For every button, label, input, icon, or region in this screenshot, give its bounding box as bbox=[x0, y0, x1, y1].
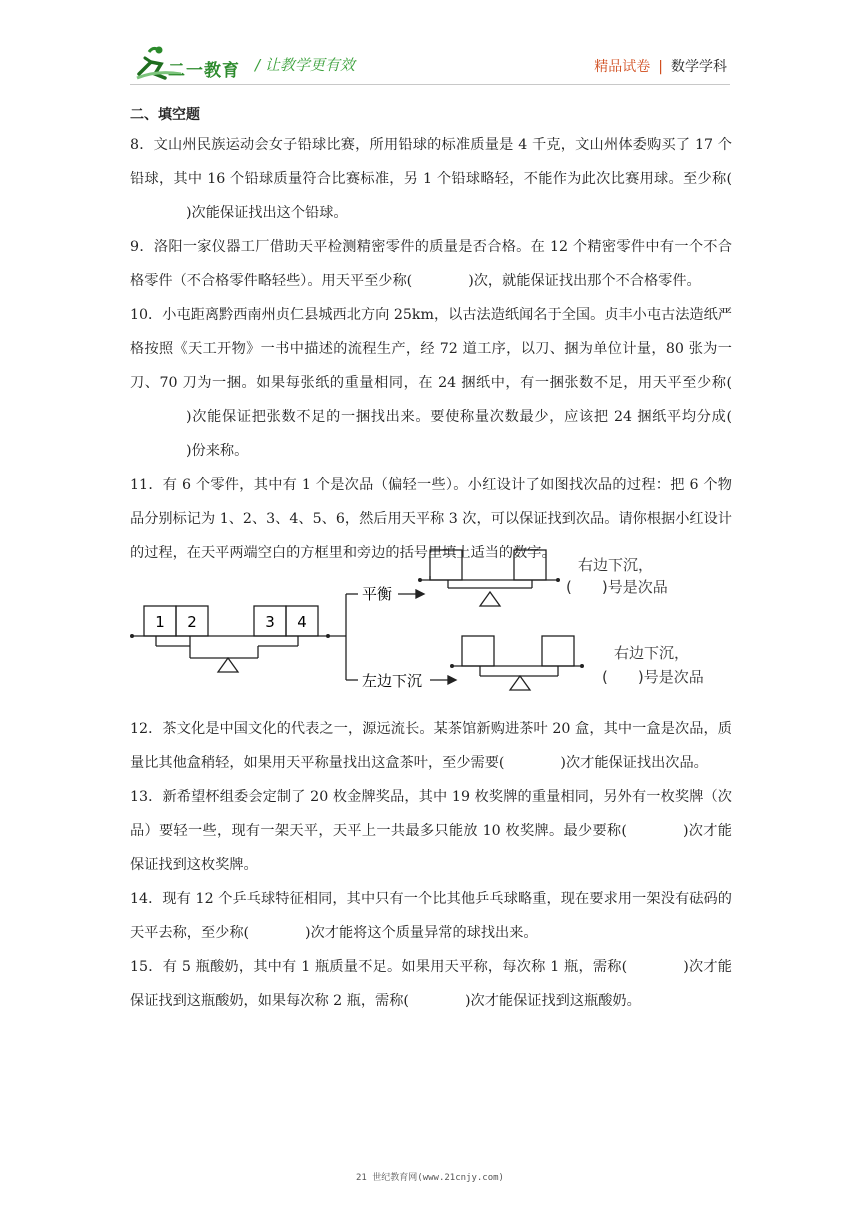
question-15 bbox=[130, 950, 732, 1018]
q10-text-b: )次能保证把张数不足的一捆找出来。要使称量次数最少，应该把 24 捆纸平均分成( bbox=[186, 409, 732, 425]
bottom-balance bbox=[452, 636, 582, 690]
bottom-result-line2: ( )号是次品 bbox=[602, 668, 704, 686]
box-4-label: 4 bbox=[297, 613, 307, 631]
q9-text-a: 9．洛阳一家仪器工厂借助天平检测精密零件的质量是否合格。在 12 个精密零件中有一个不合格零件（不合格零件略轻些）。用天平至少称( bbox=[130, 239, 732, 289]
question-9 bbox=[130, 230, 732, 298]
page-footer: 21 世纪教育网(www.21cnjy.com) bbox=[356, 1173, 504, 1183]
page-header bbox=[0, 0, 860, 90]
bottom-left-box[interactable] bbox=[462, 636, 494, 666]
q15-text-a: 15．有 5 瓶酸奶，其中有 1 瓶质量不足。如果用天平称，每次称 1 瓶，需称( bbox=[130, 959, 628, 975]
bottom-result-line1: 右边下沉， bbox=[614, 644, 690, 662]
section-title: 二、填空题 bbox=[130, 107, 200, 123]
q10-text-a: 10．小屯距离黔西南州贞仁县城西北方向 25km，以古法造纸闻名于全国。贞丰小屯古法造纸严格按照《天工开物》一书中描述的流程生产，经 72 道工序，以刀、捆为单位计量，80 张为一刀、70 刀为一捆。如果每张纸的重量相同，在 24 捆纸中，有一捆张数不足，用天平至少称( bbox=[130, 307, 732, 391]
branch-lines bbox=[328, 590, 456, 684]
question-13 bbox=[130, 780, 732, 882]
q14-text-b: )次才能将这个质量异常的球找出来。 bbox=[305, 925, 538, 941]
box-3-label: 3 bbox=[265, 613, 275, 631]
q15-text-b: )次才能保证找到这瓶酸奶，如果每次称 2 瓶，需称( bbox=[130, 959, 732, 1009]
bottom-right-box[interactable] bbox=[542, 636, 574, 666]
question-12 bbox=[130, 712, 732, 780]
q8-text-b: )次能保证找出这个铅球。 bbox=[186, 205, 348, 221]
header-divider bbox=[130, 84, 730, 85]
question-8 bbox=[130, 128, 732, 230]
q8-text-a: 8．文山州民族运动会女子铅球比赛，所用铅球的标准质量是 4 千克，文山州体委购买了 17 个铅球，其中 16 个铅球质量符合比赛标准，另 1 个铅球略轻，不能作为此次比赛用球。至少称( bbox=[130, 137, 732, 187]
brand-name: 二一教育 bbox=[168, 61, 240, 81]
tag-exam: 精品试卷 bbox=[594, 59, 651, 75]
q13-text-b: )次才能保证找到这枚奖牌。 bbox=[130, 823, 732, 873]
q10-text-c: )份来称。 bbox=[186, 443, 249, 459]
q12-text-b: )次才能保证找出次品。 bbox=[560, 755, 708, 771]
q14-text-a: 14．现有 12 个乒乓球特征相同，其中只有一个比其他乒乓球略重，现在要求用一架没有砝码的天平去称，至少称( bbox=[130, 891, 732, 941]
brand-slogan: / 让教学更有效 bbox=[255, 56, 355, 74]
question-content bbox=[130, 98, 732, 1018]
q11-text: 11．有 6 个零件，其中有 1 个是次品（偏轻一些）。小红设计了如图找次品的过程：把 6 个物品分别标记为 1、2、3、4、5、6，然后用天平称 3 次，可以保证找到次品。请你根据小红设计的过程，在天平两端空白的方框里和旁边的括号里填上适当的数字。 bbox=[130, 477, 732, 561]
tag-separator: | bbox=[658, 59, 663, 75]
q15-text-c: )次才能保证找到这瓶酸奶。 bbox=[464, 993, 641, 1009]
top-result-line1: 右边下沉， bbox=[578, 556, 654, 574]
question-14 bbox=[130, 882, 732, 950]
top-result-line2: ( )号是次品 bbox=[566, 578, 668, 596]
balance-diagram-svg bbox=[130, 556, 732, 712]
question-11 bbox=[130, 468, 732, 570]
box-2-label: 2 bbox=[187, 613, 197, 631]
q12-text-a: 12．茶文化是中国文化的代表之一，源远流长。某茶馆新购进茶叶 20 盒，其中一盒是次品，质量比其他盒稍轻，如果用天平称量找出这盒茶叶，至少需要( bbox=[130, 721, 732, 771]
box-1-label: 1 bbox=[155, 613, 165, 631]
question-10 bbox=[130, 298, 732, 468]
left-down-label: 左边下沉 bbox=[362, 672, 423, 690]
balance-diagram bbox=[130, 556, 732, 712]
balanced-label: 平衡 bbox=[362, 585, 393, 603]
tag-subject: 数学学科 bbox=[671, 59, 727, 75]
q9-text-b: )次，就能保证找出那个不合格零件。 bbox=[468, 273, 701, 289]
header-tags bbox=[594, 56, 727, 76]
q13-text-a: 13．新希望杯组委会定制了 20 枚金牌奖品，其中 19 枚奖牌的重量相同，另外有一枚奖牌（次品）要轻一些，现有一架天平，天平上一共最多只能放 10 枚奖牌。最少要称( bbox=[130, 789, 732, 839]
